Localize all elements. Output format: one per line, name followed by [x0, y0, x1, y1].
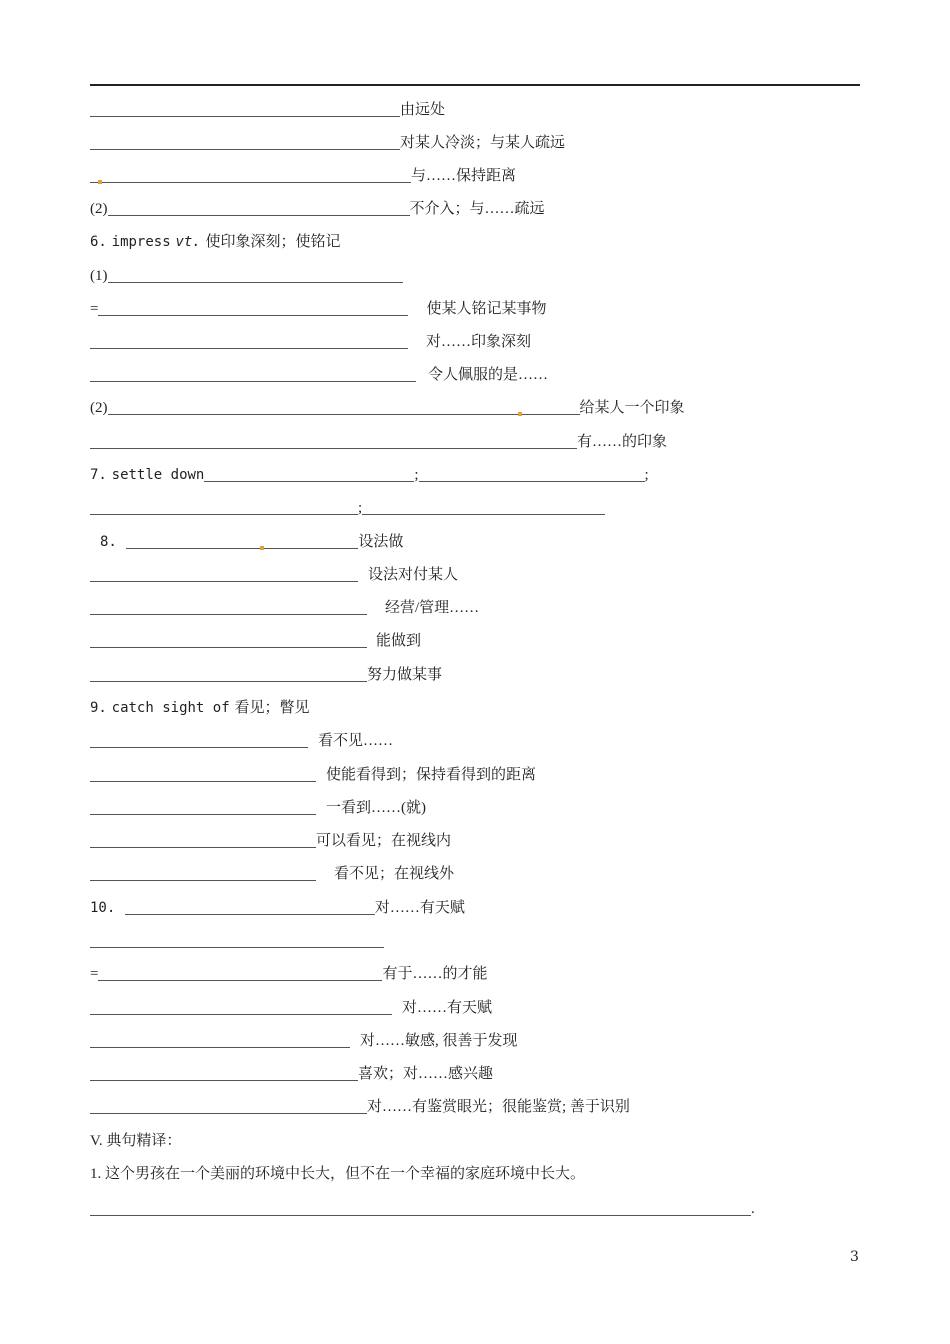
answer-blank[interactable]	[90, 1099, 367, 1114]
answer-blank[interactable]	[108, 268, 403, 283]
line-label: 设法对付某人	[368, 567, 459, 583]
line-label: 能做到	[376, 633, 422, 649]
highlight-mark	[98, 180, 102, 184]
item-prefix: (2)	[90, 400, 108, 416]
answer-blank[interactable]	[419, 467, 645, 482]
answer-blank[interactable]	[90, 500, 358, 515]
item-8-heading	[100, 531, 403, 553]
answer-blank[interactable]	[90, 833, 316, 848]
page-number: 3	[850, 1249, 859, 1265]
answer-blank[interactable]	[90, 168, 411, 183]
answer-blank[interactable]	[90, 334, 408, 349]
item-number: 9.	[90, 700, 107, 716]
answer-blank[interactable]	[362, 500, 605, 515]
top-rule	[90, 84, 860, 86]
line-nose-for	[90, 1030, 518, 1052]
line-label: 对……有鉴赏眼光；很能鉴赏; 善于识别	[367, 1099, 630, 1115]
line-have-talent	[90, 963, 487, 985]
highlight-mark	[260, 546, 264, 550]
item-number: 10.	[90, 900, 116, 916]
translation-item-1	[90, 1163, 585, 1185]
line-label: 对……有天赋	[374, 900, 465, 916]
line-2-stay-out	[90, 198, 545, 220]
answer-blank[interactable]	[98, 301, 408, 316]
line-run-manage	[90, 597, 479, 619]
line-label: 努力做某事	[367, 667, 443, 683]
line-label: 可以看见；在视线内	[316, 833, 452, 849]
translation-answer-blank[interactable]	[90, 1201, 751, 1216]
answer-blank[interactable]	[108, 201, 410, 216]
part-of-speech: vt.	[175, 234, 201, 250]
answer-blank[interactable]	[90, 600, 367, 615]
line-label: 使某人铭记某事物	[426, 301, 547, 317]
line-impressed-by	[90, 331, 531, 353]
line-label: 一看到……(就)	[326, 800, 426, 816]
line-label: 设法做	[358, 534, 404, 550]
item-number: 6.	[90, 234, 107, 250]
line-label: 使能看得到；保持看得到的距离	[326, 767, 537, 783]
line-label: 对……敏感, 很善于发现	[360, 1033, 518, 1049]
item-word: impress	[111, 234, 171, 250]
translation-answer-line	[90, 1198, 755, 1220]
line-out-of-sight	[90, 863, 454, 885]
line-label: 经营/管理……	[385, 600, 480, 616]
answer-blank[interactable]	[90, 102, 400, 117]
answer-blank[interactable]	[90, 1066, 358, 1081]
line-keep-distance-person	[90, 132, 565, 154]
item-word: catch sight of	[111, 700, 230, 716]
answer-blank[interactable]	[90, 800, 316, 815]
answer-blank[interactable]	[90, 567, 358, 582]
answer-blank[interactable]	[90, 135, 400, 150]
section-v-heading	[90, 1130, 181, 1152]
item-meaning: 使印象深刻；使铭记	[205, 234, 341, 250]
line-eye-for	[90, 1096, 630, 1118]
answer-blank[interactable]	[90, 667, 367, 682]
line-from-a-distance	[90, 99, 445, 121]
line-label: 由远处	[400, 102, 446, 118]
line-label: 对……印象深刻	[426, 334, 532, 350]
line-have-impression	[90, 431, 667, 453]
answer-blank[interactable]	[108, 400, 580, 415]
item-prefix: (1)	[90, 268, 108, 284]
translation-prompt: 1. 这个男孩在一个美丽的环境中长大，但不在一个幸福的家庭环境中长大。	[90, 1166, 586, 1182]
line-2-give-impression	[90, 397, 685, 419]
item-number: 7.	[90, 467, 107, 483]
line-label: 不介入；与……疏远	[409, 201, 545, 217]
item-7-heading	[90, 464, 649, 486]
line-gift-for	[90, 997, 492, 1019]
line-impressively	[90, 364, 548, 386]
line-in-sight	[90, 830, 451, 852]
item-6-heading	[90, 231, 341, 253]
answer-blank[interactable]	[90, 933, 384, 948]
separator: ;	[644, 467, 649, 483]
line-1-impress	[90, 265, 403, 287]
line-lose-sight	[90, 730, 393, 752]
answer-blank[interactable]	[90, 1000, 392, 1015]
item-prefix: =	[90, 301, 99, 317]
item-prefix: (2)	[90, 201, 108, 217]
answer-blank[interactable]	[90, 1033, 350, 1048]
answer-blank[interactable]	[90, 633, 367, 648]
separator: ;	[414, 467, 419, 483]
answer-blank[interactable]	[90, 434, 577, 449]
separator: ;	[358, 500, 363, 516]
answer-blank[interactable]	[126, 534, 358, 549]
line-label: 看不见……	[318, 733, 394, 749]
line-label: 看不见；在视线外	[334, 866, 455, 882]
line-keep-distance	[90, 165, 516, 187]
highlight-mark	[518, 412, 522, 416]
answer-blank[interactable]	[125, 900, 375, 915]
section-title: V. 典句精译：	[90, 1133, 182, 1149]
item-word: settle down	[111, 467, 205, 483]
item-10-heading	[90, 897, 465, 919]
line-label: 对……有天赋	[402, 1000, 493, 1016]
item-prefix: =	[90, 966, 99, 982]
line-label: 有于……的才能	[382, 966, 488, 982]
line-label: 喜欢；对……感兴趣	[358, 1066, 494, 1082]
line-can-do	[90, 630, 421, 652]
answer-blank[interactable]	[90, 367, 416, 382]
line-try-hard	[90, 664, 442, 686]
answer-blank[interactable]	[90, 733, 308, 748]
line-label: 有……的印象	[577, 434, 668, 450]
line-manage-person	[90, 564, 458, 586]
line-talent-blank	[90, 930, 384, 952]
line-label: 对某人冷淡；与某人疏远	[400, 135, 566, 151]
answer-blank[interactable]	[90, 866, 316, 881]
line-keep-in-sight	[90, 764, 536, 786]
answer-blank[interactable]	[90, 767, 316, 782]
line-taste-for	[90, 1063, 493, 1085]
line-impress-on	[90, 298, 546, 320]
line-label: 令人佩服的是……	[428, 367, 549, 383]
item-9-heading	[90, 697, 309, 719]
item-number: 8.	[100, 534, 117, 550]
line-settle-down-cont	[90, 497, 605, 519]
item-meaning: 看见；瞥见	[234, 700, 310, 716]
line-label: 与……保持距离	[411, 168, 517, 184]
answer-blank[interactable]	[98, 966, 382, 981]
period: .	[751, 1201, 755, 1217]
line-at-sight	[90, 797, 426, 819]
answer-blank[interactable]	[204, 467, 414, 482]
line-label: 给某人一个印象	[579, 400, 685, 416]
